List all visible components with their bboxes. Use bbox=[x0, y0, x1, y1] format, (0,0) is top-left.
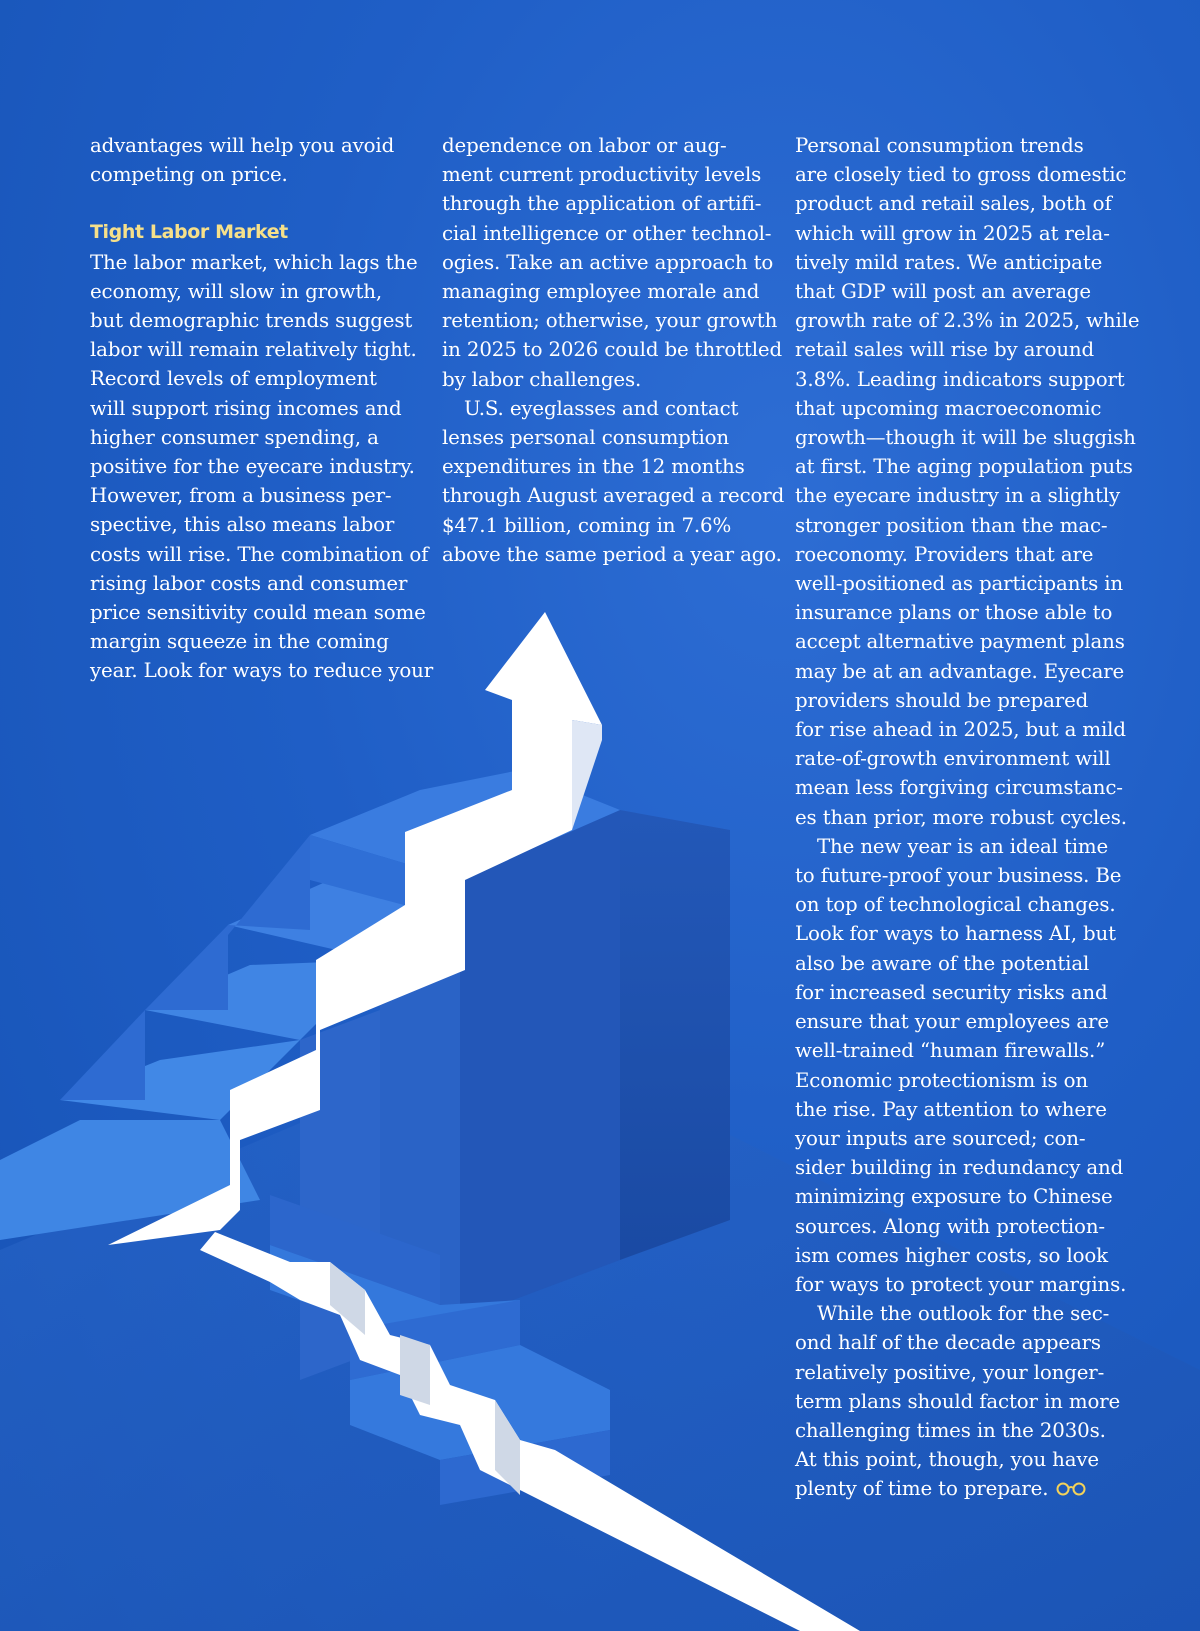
column-left bbox=[90, 131, 434, 686]
text-line: above the same period a year ago. bbox=[442, 542, 782, 566]
text-line: ogies. Take an active approach to bbox=[442, 250, 774, 274]
text-line: labor will remain relatively tight. bbox=[90, 338, 417, 362]
text-line: minimizing exposure to Chinese bbox=[795, 1185, 1113, 1209]
text-line: well-trained “human firewalls.” bbox=[795, 1039, 1106, 1063]
text-line: at first. The aging population puts bbox=[795, 455, 1133, 479]
text-line: rate-of-growth environment will bbox=[795, 747, 1111, 771]
text-line: dependence on labor or aug- bbox=[442, 134, 727, 157]
text-line: sources. Along with protection- bbox=[795, 1214, 1105, 1238]
text-line: term plans should factor in more bbox=[795, 1389, 1121, 1413]
text-line: However, from a business per- bbox=[90, 484, 392, 508]
text-line: margin squeeze in the coming bbox=[90, 630, 389, 654]
text-line: The new year is an ideal time bbox=[817, 834, 1109, 858]
text-line: costs will rise. The combination of bbox=[90, 542, 429, 566]
text-line: mean less forgiving circumstanc- bbox=[795, 776, 1123, 800]
text-line: managing employee morale and bbox=[442, 280, 760, 304]
text-line: by labor challenges. bbox=[442, 367, 642, 391]
text-line: your inputs are sourced; con- bbox=[795, 1126, 1086, 1150]
text-line: year. Look for ways to reduce your bbox=[90, 659, 434, 683]
text-line: on top of technological changes. bbox=[795, 893, 1116, 917]
last-line bbox=[795, 1474, 1125, 1503]
text-line: es than prior, more robust cycles. bbox=[795, 805, 1127, 829]
text-line: that GDP will post an average bbox=[795, 280, 1091, 304]
text-line: will support rising incomes and bbox=[90, 396, 402, 420]
text-line: plenty of time to prepare. bbox=[795, 1477, 1049, 1501]
text-line: U.S. eyeglasses and contact bbox=[464, 396, 739, 420]
text-line: $47.1 billion, coming in 7.6% bbox=[442, 513, 732, 537]
text-line: retention; otherwise, your growth bbox=[442, 309, 778, 333]
text-line: ment current productivity levels bbox=[442, 163, 762, 187]
text-line: Personal consumption trends bbox=[795, 134, 1084, 157]
text-line: spective, this also means labor bbox=[90, 513, 395, 537]
text-line: Record levels of employment bbox=[90, 367, 377, 391]
text-line: ism comes higher costs, so look bbox=[795, 1243, 1108, 1267]
text-line: Look for ways to harness AI, but bbox=[795, 922, 1116, 946]
text-line: higher consumer spending, a bbox=[90, 425, 379, 449]
text-line: rising labor costs and consumer bbox=[90, 571, 408, 595]
text-line: stronger position than the mac- bbox=[795, 513, 1108, 537]
text-line: for ways to protect your margins. bbox=[795, 1272, 1127, 1296]
text-line: price sensitivity could mean some bbox=[90, 601, 426, 625]
text-line: in 2025 to 2026 could be throttled bbox=[442, 338, 782, 362]
column-right bbox=[795, 131, 1140, 1504]
text-line: sider building in redundancy and bbox=[795, 1156, 1124, 1180]
text-line: for rise ahead in 2025, but a mild bbox=[795, 718, 1126, 742]
text-line: 3.8%. Leading indicators support bbox=[795, 367, 1125, 391]
text-line: through August averaged a record bbox=[442, 484, 785, 508]
text-line: the eyecare industry in a slightly bbox=[795, 484, 1121, 508]
text-line: providers should be prepared bbox=[795, 688, 1089, 712]
text-line: While the outlook for the sec- bbox=[817, 1302, 1110, 1326]
text-line: also be aware of the potential bbox=[795, 951, 1090, 975]
text-line: to future-proof your business. Be bbox=[795, 864, 1122, 888]
text-line: tively mild rates. We anticipate bbox=[795, 250, 1103, 274]
column-middle bbox=[442, 131, 785, 569]
text-line: relatively positive, your longer- bbox=[795, 1360, 1105, 1384]
text-line: competing on price. bbox=[90, 163, 288, 187]
text-line: through the application of artifi- bbox=[442, 192, 762, 216]
text-line: roeconomy. Providers that are bbox=[795, 542, 1094, 566]
text-line: advantages will help you avoid bbox=[90, 134, 395, 157]
section-heading: Tight Labor Market bbox=[90, 221, 288, 244]
text-line: growth—though it will be sluggish bbox=[795, 426, 1136, 450]
text-line: positive for the eyecare industry. bbox=[90, 455, 415, 479]
text-line: retail sales will rise by around bbox=[795, 338, 1095, 362]
text-line: challenging times in the 2030s. bbox=[795, 1418, 1106, 1442]
text-line: The labor market, which lags the bbox=[90, 250, 418, 274]
text-line: the rise. Pay attention to where bbox=[795, 1097, 1107, 1121]
text-line: growth rate of 2.3% in 2025, while bbox=[795, 309, 1140, 333]
text-line: cial intelligence or other technol- bbox=[442, 221, 772, 245]
text-line: insurance plans or those able to bbox=[795, 601, 1113, 625]
eyeglasses-icon bbox=[1054, 1482, 1088, 1496]
text-line: that upcoming macroeconomic bbox=[795, 396, 1102, 420]
text-line: economy, will slow in growth, bbox=[90, 279, 382, 303]
text-line: expenditures in the 12 months bbox=[442, 455, 745, 479]
text-line: ensure that your employees are bbox=[795, 1010, 1109, 1034]
text-line: but demographic trends suggest bbox=[90, 309, 413, 333]
text-line: well-positioned as participants in bbox=[795, 572, 1123, 596]
text-line: ond half of the decade appears bbox=[795, 1331, 1101, 1355]
text-line: are closely tied to gross domestic bbox=[795, 163, 1127, 187]
text-line: At this point, though, you have bbox=[795, 1448, 1099, 1472]
text-line: which will grow in 2025 at rela- bbox=[795, 221, 1110, 245]
text-line: may be at an advantage. Eyecare bbox=[795, 659, 1125, 683]
text-line: product and retail sales, both of bbox=[795, 192, 1112, 216]
text-line: for increased security risks and bbox=[795, 980, 1108, 1004]
text-line: Economic protectionism is on bbox=[795, 1068, 1088, 1092]
text-line: lenses personal consumption bbox=[442, 426, 730, 450]
text-line: accept alternative payment plans bbox=[795, 630, 1125, 654]
